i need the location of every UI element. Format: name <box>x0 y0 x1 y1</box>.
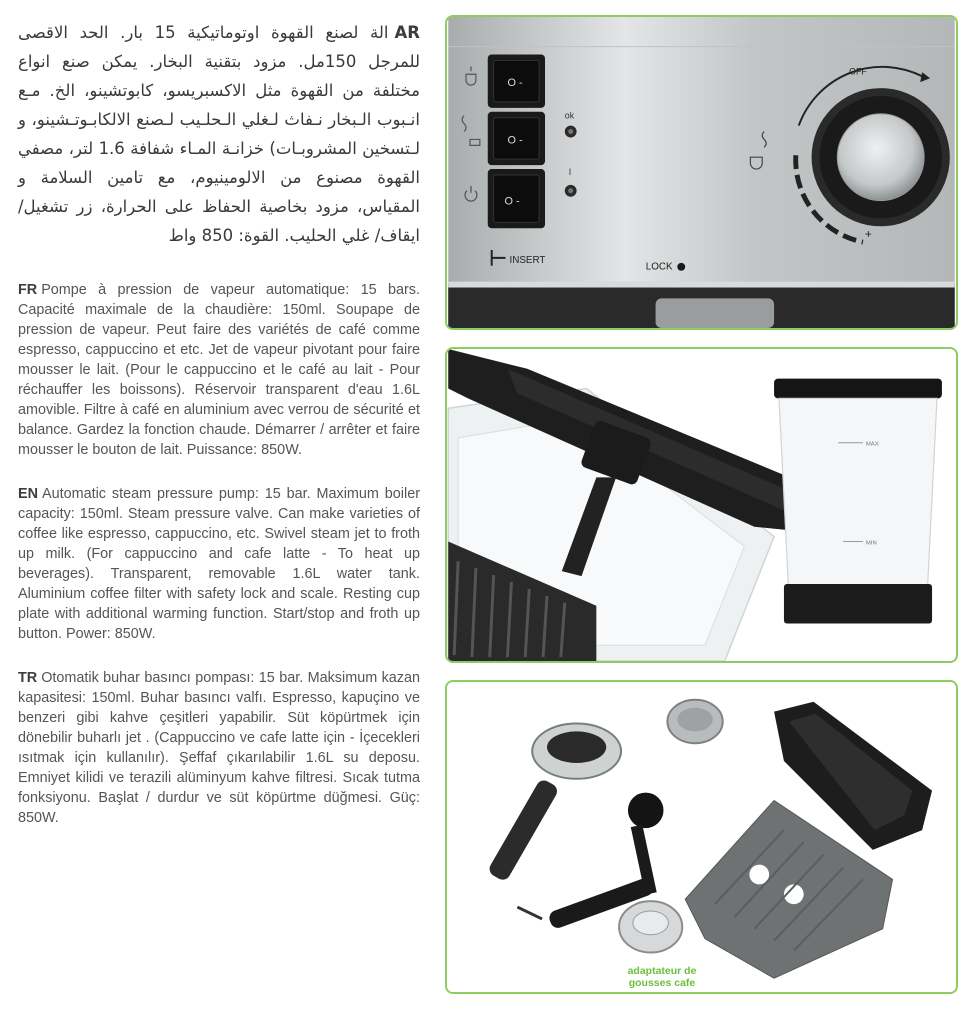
water-tank <box>774 379 942 624</box>
off-label: OFF <box>849 66 867 77</box>
description-fr-text: Pompe à pression de vapeur automatique: 15 bars. Capacité maximale de la chaudière: 150ml. Soupape de pression de vapeur. Peut faire des variétés de café comme espresso, cappuccino et etc. Jet de vapeur pivotant pour faire mousser le lait. (Pour le cappuccino et le café au lait - Pour réchauffer les boissons). Réservoir transparent d'eau 1.6L amovible. Filtre à café en aluminium avec verrou de sécurité et balance. Gardez la fonction chaude. Démarrer / arrêter et faire mousser le bouton de lait. Puissance: 850W. <box>18 282 420 458</box>
lang-code-fr: FR <box>18 282 38 298</box>
pod-adapter <box>619 901 682 952</box>
switch-2-label: O - <box>507 134 523 147</box>
lock-dot-icon <box>677 263 685 271</box>
description-en-text: Automatic steam pressure pump: 15 bar. Maximum boiler capacity: 150ml. Steam pressure valve. Can make varieties of coffee like espresso, cappuccino, etc. Swivel steam jet to froth up milk. (For cappuccino and cafe latte - To heat up beverages). Transparent, removable 1.6L water tank. Aluminium coffee filter with safety lock and scale. Resting cup plate with additional warming function. Start/stop and froth up button. Power: 850W. <box>18 486 420 642</box>
accessories-illustration <box>447 682 956 992</box>
description-tr <box>18 668 420 828</box>
switch-3-label: O - <box>504 195 520 208</box>
water-tank-photo <box>445 347 958 663</box>
control-panel-illustration <box>447 17 956 328</box>
lang-code-en: EN <box>18 486 38 502</box>
description-tr-text: Otomatik buhar basıncı pompası: 15 bar. Maksimum kazan kapasitesi: 150ml. Buhar basıncı valfı. Espresso, kapuçino ve benzeri gibi kahve çeşitleri yapabilir. Süt köpürtmek için dönebilir buharlı jet . (Cappuccino ve cafe latte için - İçecekleri ısıtmak için kullanılır). Şeffaf çıkarılabilir 1.6L su deposu. Emniyet kilidi ve terazili alüminyum kahve filtresi. Sıcak tutma fonksiyonu. Başlat / durdur ve süt köpürtme düğmesi. Güç: 850W. <box>18 670 420 826</box>
plus-label: + <box>864 227 872 242</box>
water-tank-illustration <box>447 349 956 661</box>
description-en <box>18 484 420 644</box>
lang-code-tr: TR <box>18 670 38 686</box>
switch-1-label: O - <box>507 77 523 90</box>
max-mark-label: MAX <box>865 441 879 448</box>
ok-label: ok <box>564 110 575 121</box>
description-fr <box>18 280 420 460</box>
accessories-photo <box>445 680 958 994</box>
switch-2[interactable] <box>488 112 545 165</box>
lock-label: LOCK <box>645 261 673 273</box>
description-ar <box>18 18 420 250</box>
i-label: I <box>568 166 572 177</box>
control-panel-photo <box>445 15 958 330</box>
switch-1[interactable] <box>488 55 545 108</box>
insert-label: INSERT <box>509 254 546 266</box>
description-column <box>18 18 420 852</box>
min-mark-label: MIN <box>865 540 877 547</box>
switch-3[interactable] <box>488 169 545 228</box>
lang-code-ar: AR <box>394 23 420 42</box>
description-ar-text: الة لصنع القهوة اوتوماتيكية 15 بار. الحد الاقصى للمرجل 150مل. مزود بتقنية البخار. يمكن صنع انواع مختلفة من القهوة مثل الاكسبريسو، كابوتشينو، الخ. مـع انـبوب الـبخار نـفاث لـغلي الـحلـيب لـصنع الالكابـوتـشينو، و لـتسخين المشروبـات) خزانـة المـاء شفافة 1.6 لتر، مصفي القهوة مصنوع من الالومينيوم، مع تامين السلامة و المقياس، مزود بخاصية الحفاظ على الحرارة، زر تشغيل/ ايقاف/ غلي الحليب. القوة: 850 واط <box>18 23 421 245</box>
filter-basket <box>667 700 722 743</box>
pod-adapter-caption: adaptateur de gousses cafe <box>627 965 697 989</box>
